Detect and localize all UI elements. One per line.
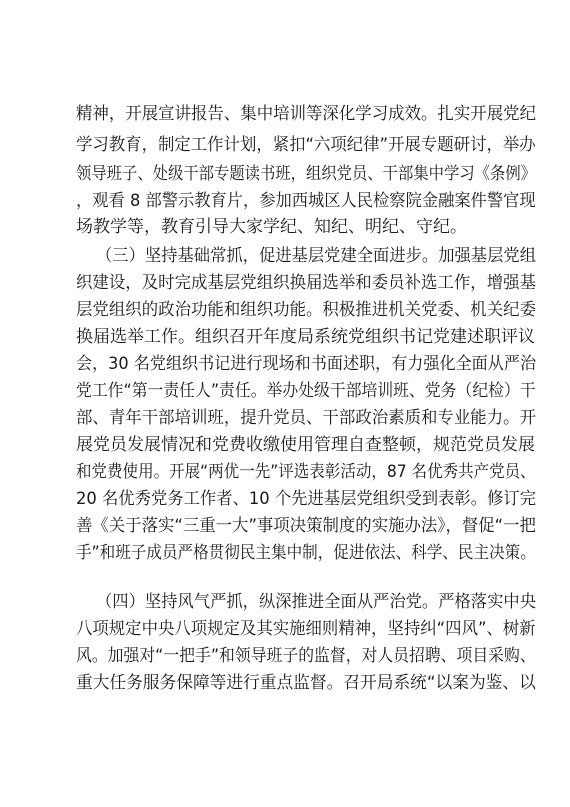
text-line: ，观看 8 部警示教育片，参加西城区人民检察院金融案件警官现 bbox=[76, 191, 536, 211]
text-line: 学习教育，制定工作计划，紧扣“六项纪律”开展专题研讨，举办 bbox=[76, 135, 536, 155]
text-line: 20 名优秀党务工作者、10 个先进基层党组织受到表彰。修订完 bbox=[76, 489, 537, 509]
text-line: 手”和班子成员严格贯彻民主集中制，促进依法、科学、民主决策。 bbox=[76, 543, 536, 563]
text-line: 换届选举工作。组织召开年度局系统党组织书记党建述职评议 bbox=[76, 327, 535, 347]
text-line: 精神，开展宣讲报告、集中培训等深化学习成效。扎实开展党纪 bbox=[76, 104, 537, 124]
text-line: （四）坚持风气严抓，纵深推进全面从严治党。严格落实中央 bbox=[96, 592, 536, 612]
text-line: 善《关于落实“三重一大”事项决策制度的实施办法》，督促“一把 bbox=[76, 516, 536, 536]
text-line: 党工作“第一责任人”责任。举办处级干部培训班、党务（纪检）干 bbox=[76, 381, 536, 401]
text-line: 领导班子、处级干部专题读书班，组织党员、干部集中学习《条例》 bbox=[76, 164, 537, 184]
text-line: 展党员发展情况和党费收缴使用管理自查整顿，规范党员发展 bbox=[76, 435, 535, 455]
text-line: 和党费使用。开展“两优一先”评选表彰活动，87 名优秀共产党员、 bbox=[76, 462, 536, 482]
text-line: 重大任务服务保障等进行重点监督。召开局系统“以案为鉴、以 bbox=[76, 673, 536, 693]
text-line: 会，30 名党组织书记进行现场和书面述职，有力强化全面从严治 bbox=[76, 354, 537, 374]
text-line: 风。加强对“一把手”和领导班子的监督，对人员招聘、项目采购、 bbox=[76, 646, 536, 666]
text-line: 层党组织的政治功能和组织功能。积极推进机关党委、机关纪委 bbox=[76, 300, 537, 320]
text-line: 八项规定中央八项规定及其实施细则精神，坚持纠“四风”、树新 bbox=[76, 619, 536, 639]
text-line: 部、青年干部培训班，提升党员、干部政治素质和专业能力。开 bbox=[76, 408, 537, 428]
text-line: （三）坚持基础常抓，促进基层党建全面进步。加强基层党组 bbox=[96, 246, 536, 266]
text-line: 场教学等，教育引导大家学纪、知纪、明纪、守纪。 bbox=[76, 217, 467, 237]
text-line: 织建设，及时完成基层党组织换届选举和委员补选工作，增强基 bbox=[76, 273, 537, 293]
